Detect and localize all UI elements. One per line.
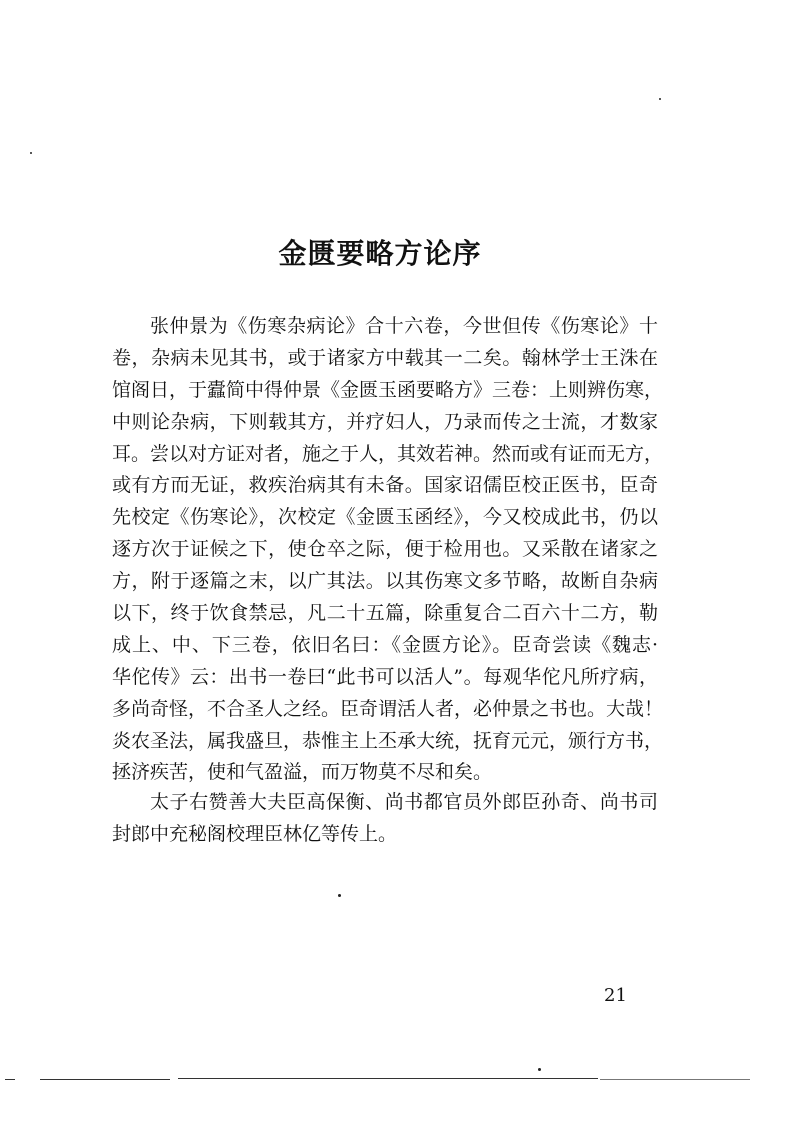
scan-artifact-line xyxy=(40,1079,170,1080)
scan-artifact-line xyxy=(5,1079,15,1080)
text-line: 炎农圣法，属我盛旦，恭惟主上丕承大统，抚育元元，颁行方书， xyxy=(112,729,664,752)
paragraph-1 xyxy=(112,311,664,789)
text-line: 方，附于逐篇之末，以广其法。以其伤寒文多节略，故断自杂病 xyxy=(112,570,658,593)
paragraph-2 xyxy=(112,787,658,851)
scan-artifact-dot xyxy=(338,894,341,897)
text-line: 张仲景为《伤寒杂病论》合十六卷，今世但传《伤寒论》十 xyxy=(150,315,658,337)
page-number: 21 xyxy=(604,985,627,1006)
scan-artifact-dot xyxy=(659,98,661,100)
text-line: 封郎中充秘阁校理臣林亿等传上。 xyxy=(112,823,398,846)
text-line: 馆阁日，于蠹简中得仲景《金匮玉函要略方》三卷：上则辨伤寒， xyxy=(112,378,664,401)
scan-artifact-dot xyxy=(30,152,32,154)
text-line: 拯济疾苦，使和气盈溢，而万物莫不尽和矣。 xyxy=(112,761,493,784)
text-line: 或有方而无证，救疾治病其有未备。国家诏儒臣校正医书，臣奇 xyxy=(112,474,658,497)
scan-artifact-line xyxy=(178,1078,598,1079)
scan-artifact-dot xyxy=(538,1068,541,1071)
text-line: 太子右赞善大夫臣高保衡、尚书都官员外郎臣孙奇、尚书司 xyxy=(150,791,658,814)
document-title: 金匮要略方论序 xyxy=(278,237,482,270)
scan-artifact-line xyxy=(600,1079,750,1080)
text-line: 中则论杂病，下则载其方，并疗妇人，乃录而传之士流，才数家 xyxy=(112,410,658,433)
document-body xyxy=(112,311,664,851)
text-line: 以下，终于饮食禁忌，凡二十五篇，除重复合二百六十二方，勒 xyxy=(112,602,658,625)
text-line: 卷，杂病未见其书，或于诸家方中载其一二矣。翰林学士王洙在 xyxy=(112,346,658,369)
text-line: 耳。尝以对方证对者，施之于人，其效若神。然而或有证而无方， xyxy=(112,442,664,465)
text-line: 逐方次于证候之下，使仓卒之际，便于检用也。又采散在诸家之 xyxy=(112,538,658,561)
text-line: 华佗传》云：出书一卷曰“此书可以活人”。每观华佗凡所疗病， xyxy=(112,665,658,688)
text-line: 成上、中、下三卷，依旧名曰：《金匮方论》。臣奇尝读《魏志· xyxy=(112,633,658,656)
text-line: 多尚奇怪，不合圣人之经。臣奇谓活人者，必仲景之书也。大哉！ xyxy=(112,697,664,720)
text-line: 先校定《伤寒论》，次校定《金匮玉函经》，今又校成此书，仍以 xyxy=(112,506,658,529)
